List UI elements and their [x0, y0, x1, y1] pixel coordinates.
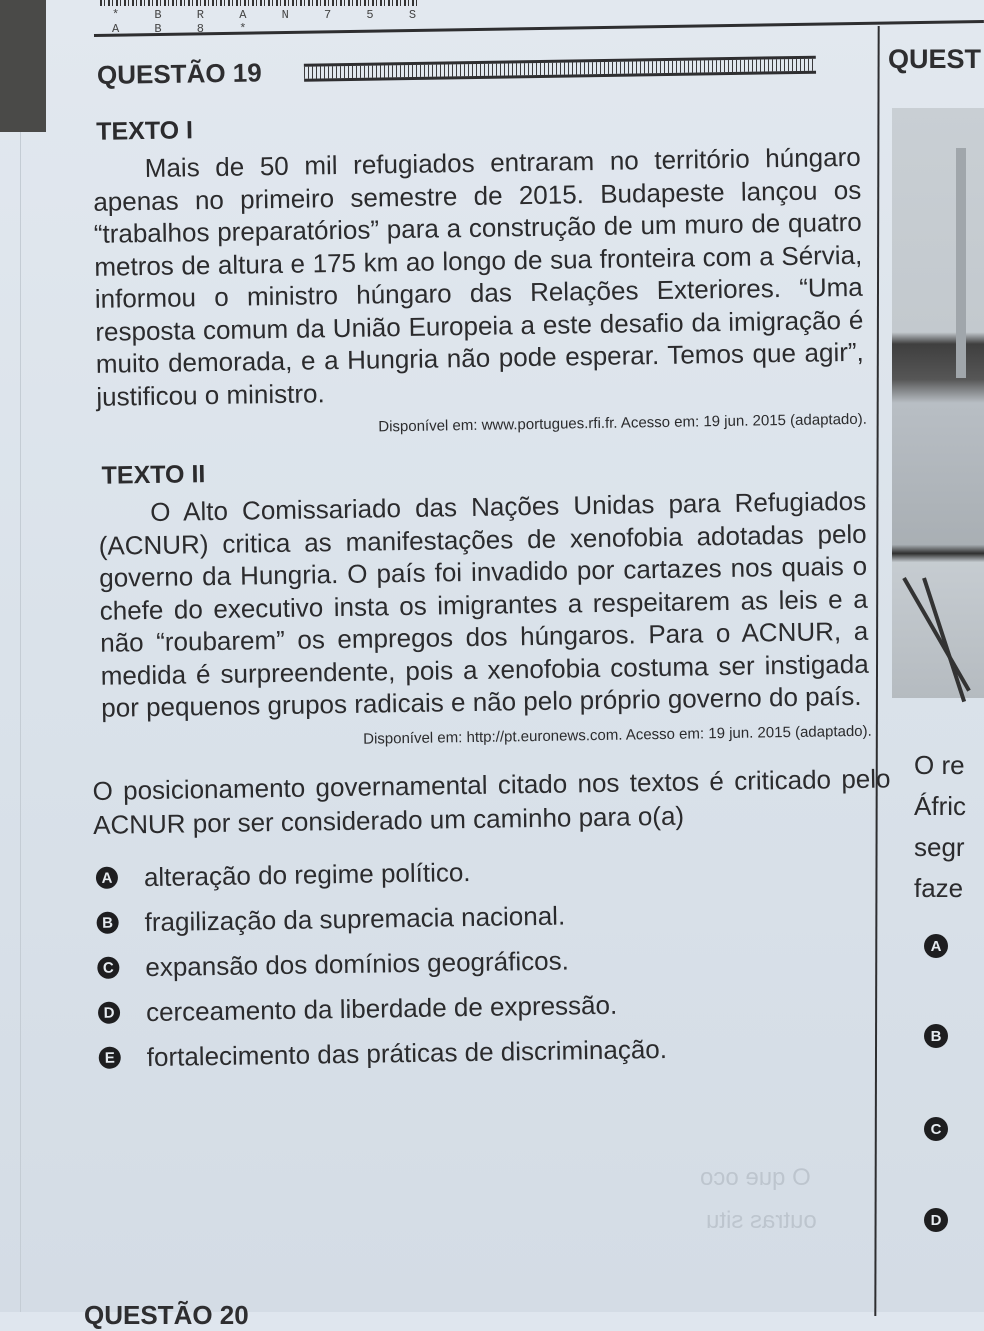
answer-options: [96, 843, 889, 1080]
question-body: [84, 106, 889, 1081]
option-a-text: alteração do regime político.: [143, 856, 471, 892]
question-title: QUESTÃO 19: [96, 57, 262, 90]
option-e-badge-icon: E: [99, 1047, 121, 1069]
option-b-badge-icon: B: [96, 912, 118, 934]
next-column-stem: [914, 745, 966, 909]
next-question-title-partial: QUESTÃO 20: [84, 1300, 249, 1330]
option-e-text: fortalecimento das práticas de discriminação.: [146, 1033, 668, 1072]
photo-chimney: [956, 148, 966, 378]
next-column-stem-line: O re: [914, 750, 965, 780]
option-d-badge-icon: D: [98, 1002, 120, 1024]
barcode: [100, 0, 440, 36]
option-c-badge-icon: C: [97, 957, 119, 979]
bleed-through-text-2: outras situ: [706, 1207, 817, 1234]
next-option-a-badge-icon[interactable]: A: [924, 934, 948, 958]
bleed-through-text-1: O que oco: [700, 1164, 811, 1191]
binder-clip: [0, 0, 46, 132]
texto-1-body: Mais de 50 mil refugiados entraram no território húngaro apenas no primeiro semestre de 2015. Budapeste lançou os “trabalhos preparatórios” para a construção de um muro de quatro metros de altura e 175 km ao longo de sua fronteira com a Sérvia, informou o ministro húngaro das Relações Exteriores. “Uma resposta comum da União Europeia a este desafio da imigração é muito demorada, e a Hungria não pode esperar. Temos que agir”, justificou o ministro.: [93, 141, 865, 412]
question-stem: O posicionamento governamental citado nos textos é criticado pelo ACNUR por ser considerado um caminho para o(a): [92, 762, 891, 840]
next-column-stem-line: Áfric: [914, 791, 966, 821]
option-c-text: expansão dos domínios geográficos.: [145, 944, 570, 982]
next-option-c-badge-icon[interactable]: C: [924, 1117, 948, 1141]
next-option-d-badge-icon[interactable]: D: [924, 1208, 948, 1232]
next-option-b-badge-icon[interactable]: B: [924, 1024, 948, 1048]
question-header: [97, 49, 816, 91]
texto-2-body: O Alto Comissariado das Nações Unidas para Refugiados (ACNUR) critica as manifestações de xenofobia adotadas pelo governo da Hungria. O país foi invadido por cartazes nos quais o chefe do executivo insta os imigrantes a respeitarem as leis e a não “roubarem” os empregos dos húngaros. Para o ACNUR, a medida é surpreendente, pois a xenofobia costuma ser instigada por pequenos grupos radicais e não pelo próprio governo do país.: [98, 485, 869, 723]
option-a-badge-icon: A: [96, 867, 118, 889]
texto-2-title: TEXTO II: [101, 460, 206, 490]
photo-fence-bar: [922, 577, 966, 702]
texto-1-source: Disponível em: www.portugues.rfi.fr. Acesso em: 19 jun. 2015 (adaptado).: [378, 410, 867, 436]
next-column-title: QUEST: [888, 44, 982, 74]
barcode-bars: [100, 0, 420, 6]
next-column-stem-line: faze: [914, 873, 964, 903]
photo-image: [892, 108, 984, 698]
photo-fence-bar: [902, 577, 970, 692]
option-b-text: fragilização da supremacia nacional.: [144, 900, 566, 937]
texto-2-source: Disponível em: http://pt.euronews.com. Acesso em: 19 jun. 2015 (adaptado).: [363, 722, 872, 748]
question-header-bar: [304, 55, 816, 81]
option-d-text: cerceamento da liberdade de expressão.: [145, 989, 618, 1027]
next-column: [886, 0, 984, 1312]
next-column-stem-line: segr: [914, 832, 965, 862]
texto-1-title: TEXTO I: [95, 116, 194, 146]
barcode-text: * B R A N 7 5 S A B 8 *: [112, 8, 431, 36]
page-edge: [0, 132, 21, 1312]
